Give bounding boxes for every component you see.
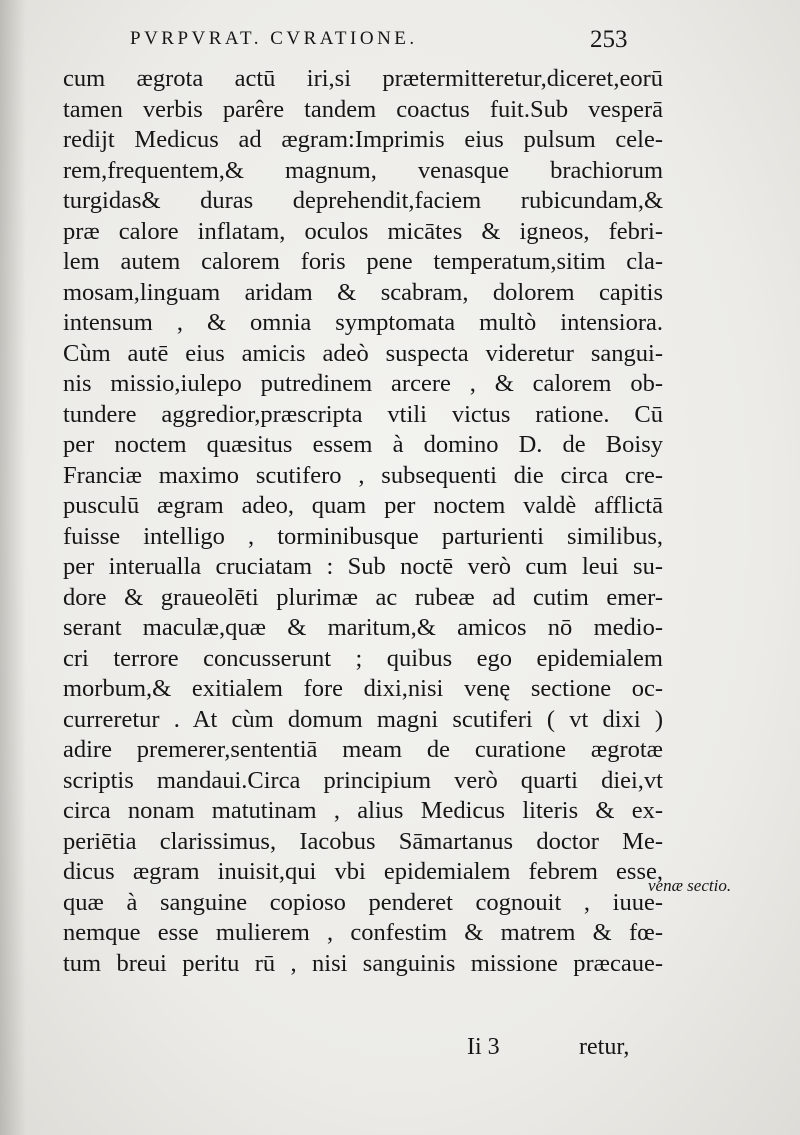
text-line: per interualla cruciatam : Sub noctē verò cum leui su- (63, 553, 663, 580)
text-line: tundere aggredior,præscripta vtili victus ratione. Cū (63, 400, 663, 428)
text-line: quæ à sanguine copioso penderet cognouit , iuue- (63, 888, 663, 916)
text-line: Franciæ maximo scutifero , subsequenti die circa cre- (63, 461, 663, 489)
text-line: cum ægrota actū iri,si prætermitteretur,diceret,eorū (63, 65, 663, 92)
text-line: lem autem calorem foris pene temperatum,sitim cla- (63, 248, 663, 275)
text-line: mosam,linguam aridam & scabram, dolorem capitis (63, 278, 663, 306)
page-number: 253 (590, 26, 628, 53)
text-line: fuisse intelligo , torminibusque parturienti similibus, (63, 522, 663, 550)
margin-note: venæ sectio. (648, 876, 732, 895)
text-line: dore & graueolēti plurimæ ac rubeæ ad cutim emer- (63, 583, 663, 611)
body-text (63, 64, 663, 979)
text-line: rediјt Medicus ad ægram:Imprimis eius pulsum cele- (63, 126, 663, 153)
text-line: scriptis mandaui.Circa principium verò quarti diei,vt (63, 766, 663, 794)
gutter-shadow (0, 0, 26, 1135)
text-line: per noctem quæsitus essem à domino D. de Boisy (63, 431, 663, 458)
catchword: retur, (579, 1034, 630, 1060)
text-line: intensum , & omnia symptomata multò intensiora. (63, 309, 663, 336)
text-line: turgidas& duras deprehendit,faciem rubicundam,& (63, 187, 663, 214)
text-line: curreretur . At cùm domum magni scutiferi ( vt dixi ) (63, 705, 663, 733)
text-line: cri terrore concusserunt ; quibus ego epidemialem (63, 644, 663, 672)
text-line: periētia clarissimus, Iacobus Sāmartanus doctor Me- (63, 827, 663, 855)
text-line: tum breui peritu rū , nisi sanguinis missione præcaue- (63, 949, 663, 977)
text-line: serant maculæ,quæ & maritum,& amicos nō medio- (63, 614, 663, 641)
text-line: Cùm autē eius amicis adeò suspecta videretur sangui- (63, 339, 663, 367)
signature-mark: Ii 3 (467, 1034, 500, 1060)
text-line: dicus ægram inuisit,qui vbi epidemialem febrem esse, (63, 858, 663, 885)
text-line: tamen verbis parêre tandem coactus fuit.Sub vesperā (63, 95, 663, 123)
text-line: rem,frequentem,& magnum, venasque brachiorum (63, 156, 663, 184)
text-line: adire premerer,sententiā meam de curatione ægrotæ (63, 736, 663, 763)
text-line: pusculū ægram adeo, quam per noctem valdè afflictā (63, 492, 663, 519)
text-line: nis missio,iulepo putredinem arcere , & calorem ob- (63, 370, 663, 397)
text-line: morbum,& exitialem fore dixi,nisi venę sectione oc- (63, 675, 663, 702)
text-line: circa nonam matutinam , alius Medicus literis & ex- (63, 797, 663, 824)
text-line: nemque esse mulierem , confestim & matrem & fœ- (63, 919, 663, 946)
text-line: præ calore inflatam, oculos micātes & igneos, febri- (63, 217, 663, 245)
running-title: PVRPVRAT. CVRATIONE. (130, 28, 418, 49)
